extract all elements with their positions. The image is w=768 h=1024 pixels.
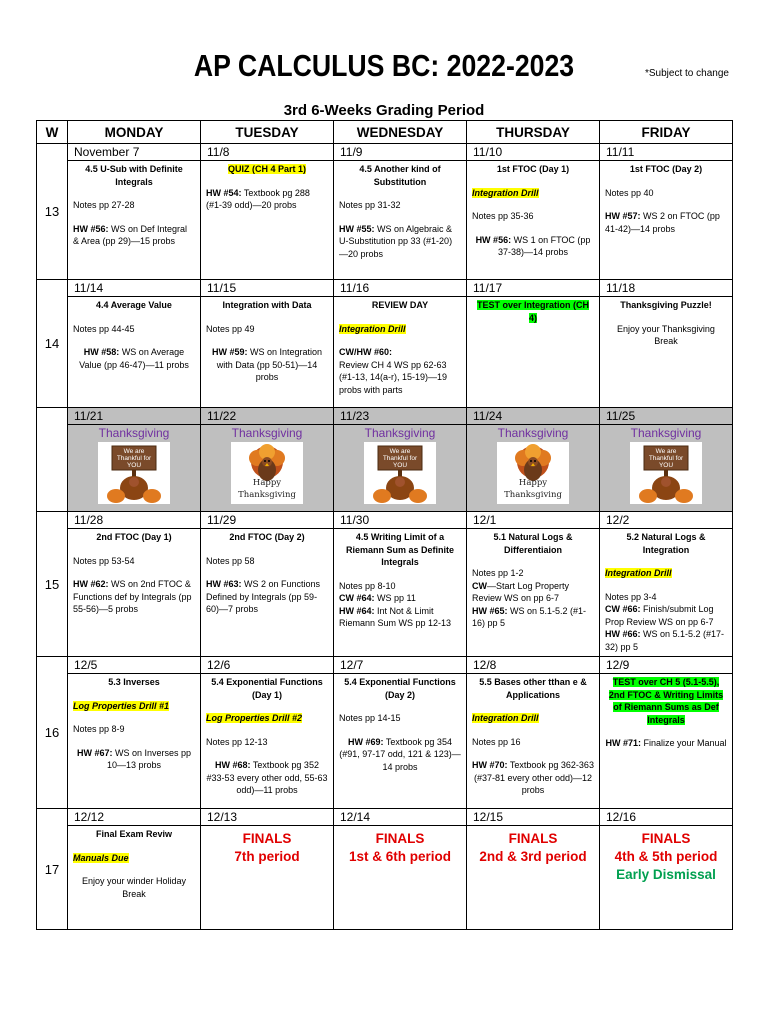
spacer bbox=[206, 335, 328, 346]
homework-label: HW #56: bbox=[73, 223, 109, 234]
spacer bbox=[605, 580, 727, 591]
day-content bbox=[467, 674, 599, 800]
spacer bbox=[472, 199, 594, 210]
col-header-wednesday: WEDNESDAY bbox=[334, 121, 467, 144]
homework-label: CW/HW #60: bbox=[339, 347, 393, 357]
day-cell bbox=[467, 512, 600, 657]
homework-label: HW #64: bbox=[339, 605, 375, 616]
spacer bbox=[339, 188, 461, 199]
day-content bbox=[467, 529, 599, 633]
day-date: 12/13 bbox=[201, 809, 333, 826]
homework-line bbox=[73, 747, 195, 772]
thanksgiving-turkey-image bbox=[231, 442, 303, 504]
drill-label: Integration Drill bbox=[339, 323, 406, 334]
finals-label: FINALS bbox=[375, 831, 425, 846]
lesson-title: 2nd FTOC (Day 1) bbox=[96, 532, 172, 542]
day-cell bbox=[201, 408, 334, 512]
classwork-line bbox=[605, 603, 727, 628]
week-number: 15 bbox=[37, 512, 68, 657]
day-content bbox=[600, 529, 732, 656]
lesson-title: Integration with Data bbox=[222, 300, 312, 310]
day-cell bbox=[334, 408, 467, 512]
homework-line bbox=[339, 605, 461, 630]
spacer bbox=[73, 312, 195, 323]
thanksgiving-sign-text: We are Thankful for YOU bbox=[382, 447, 418, 469]
day-date: 11/30 bbox=[334, 512, 466, 529]
lesson-title: 1st FTOC (Day 1) bbox=[496, 164, 570, 174]
homework-text: Finalize your Manual bbox=[640, 738, 727, 748]
homework-text: WS on Integration with Data (pp 50-51)—14 probs bbox=[216, 347, 323, 382]
homework-label: HW #68: bbox=[215, 760, 251, 770]
spacer bbox=[206, 567, 328, 578]
day-content bbox=[201, 161, 333, 215]
lesson-title: 5.1 Natural Logs & Differentiaion bbox=[493, 532, 573, 555]
spacer bbox=[206, 748, 328, 759]
day-content bbox=[334, 297, 466, 399]
spacer bbox=[605, 199, 727, 210]
notes-pages: Notes pp 31-32 bbox=[339, 200, 401, 210]
homework-text: WS 2 on FTOC (pp 41-42)—14 probs bbox=[605, 211, 720, 234]
homework-line bbox=[605, 737, 727, 750]
homework-line bbox=[339, 736, 461, 774]
day-cell bbox=[201, 280, 334, 408]
day-cell bbox=[467, 280, 600, 408]
homework-text: Textbook pg 354 (#91, 97-17 odd, 121 & 123)—14 probs bbox=[339, 736, 461, 772]
lesson-title: REVIEW DAY bbox=[371, 300, 429, 310]
early-dismissal: Early Dismissal bbox=[616, 867, 716, 882]
spacer bbox=[73, 841, 195, 852]
thanksgiving-turkey-image bbox=[98, 442, 170, 504]
day-content bbox=[68, 427, 200, 504]
day-cell bbox=[467, 144, 600, 280]
col-header-friday: FRIDAY bbox=[600, 121, 733, 144]
day-date: 11/15 bbox=[201, 280, 333, 297]
homework-text: Review CH 4 WS pp 62-63 (#1-13, 14(a-r), 15-19)—19 probs with parts bbox=[339, 359, 448, 395]
homework-text: WS on Inverses pp 10—13 probs bbox=[106, 747, 192, 770]
day-cell bbox=[68, 144, 201, 280]
homework-line bbox=[206, 346, 328, 384]
week-number: 17 bbox=[37, 809, 68, 930]
day-date: 11/23 bbox=[334, 408, 466, 425]
homework-line bbox=[206, 187, 328, 212]
finals-period: 2nd & 3rd period bbox=[479, 849, 587, 864]
test-line bbox=[472, 299, 594, 324]
homework-text: Textbook pg 352 #33-53 every other odd, 55-63 odd)—11 probs bbox=[206, 760, 328, 795]
day-cell bbox=[68, 512, 201, 657]
day-content bbox=[334, 826, 466, 869]
notes-pages: Notes pp 49 bbox=[206, 323, 255, 334]
day-date: 12/15 bbox=[467, 809, 599, 826]
classwork-text: WS pp 11 bbox=[374, 593, 416, 603]
finals-block bbox=[472, 830, 594, 866]
holiday-label: Thanksgiving bbox=[630, 426, 702, 440]
spacer bbox=[206, 176, 328, 187]
drill-label: Log Properties Drill #1 bbox=[73, 700, 170, 711]
spacer bbox=[472, 725, 594, 736]
homework-label: HW #58: bbox=[83, 347, 120, 357]
lesson-title: 4.4 Average Value bbox=[96, 300, 172, 310]
finals-period: 7th period bbox=[234, 849, 300, 864]
test-line bbox=[605, 676, 727, 726]
day-date: 11/22 bbox=[201, 408, 333, 425]
day-cell bbox=[600, 809, 733, 930]
drill-line bbox=[73, 852, 195, 865]
spacer bbox=[73, 212, 195, 223]
holiday-label: Thanksgiving bbox=[497, 426, 569, 440]
spacer bbox=[73, 864, 195, 875]
day-date: 12/9 bbox=[600, 657, 732, 674]
finals-block bbox=[206, 830, 328, 866]
day-content bbox=[201, 826, 333, 869]
day-content bbox=[467, 826, 599, 869]
homework-label: HW #69: bbox=[348, 736, 384, 747]
homework-text: WS 2 on Functions Defined by Integrals (pp 59-60)—7 probs bbox=[206, 579, 321, 614]
spacer bbox=[472, 748, 594, 759]
spacer bbox=[339, 569, 461, 580]
day-cell bbox=[201, 809, 334, 930]
spacer bbox=[73, 736, 195, 747]
day-cell bbox=[467, 809, 600, 930]
day-date: 12/12 bbox=[68, 809, 200, 826]
week-number: 13 bbox=[37, 144, 68, 280]
day-cell bbox=[201, 144, 334, 280]
day-date: 12/16 bbox=[600, 809, 732, 826]
homework-text: WS 1 on FTOC (pp 37-38)—14 probs bbox=[497, 234, 591, 257]
day-content bbox=[467, 427, 599, 504]
spacer bbox=[339, 701, 461, 712]
finals-block bbox=[339, 830, 461, 866]
homework-line bbox=[73, 346, 195, 371]
spacer bbox=[605, 176, 727, 187]
spacer bbox=[605, 312, 727, 323]
note-text: Enjoy your Thanksgiving Break bbox=[617, 323, 715, 346]
day-content bbox=[334, 427, 466, 504]
week-number: 14 bbox=[37, 280, 68, 408]
spacer bbox=[605, 726, 727, 737]
day-date: 12/8 bbox=[467, 657, 599, 674]
holiday-label: Thanksgiving bbox=[98, 426, 170, 440]
day-content bbox=[201, 674, 333, 800]
header-row bbox=[37, 121, 733, 144]
holiday-label: Thanksgiving bbox=[364, 426, 436, 440]
subject-note: *Subject to change bbox=[645, 68, 729, 79]
day-content bbox=[334, 529, 466, 633]
day-cell bbox=[600, 280, 733, 408]
classwork-line bbox=[339, 592, 461, 605]
week-row bbox=[37, 657, 733, 809]
finals-label: FINALS bbox=[508, 831, 558, 846]
notes-pages: Notes pp 12-13 bbox=[206, 736, 268, 747]
day-date: 11/28 bbox=[68, 512, 200, 529]
day-date: 11/25 bbox=[600, 408, 732, 425]
homework-text: WS on Average Value (pp 46-47)—11 probs bbox=[79, 347, 189, 370]
homework-line bbox=[472, 759, 594, 797]
spacer bbox=[472, 176, 594, 187]
col-header-thursday: THURSDAY bbox=[467, 121, 600, 144]
spacer bbox=[472, 223, 594, 234]
homework-label: HW #63: bbox=[206, 579, 242, 589]
homework-label: HW #71: bbox=[605, 738, 641, 748]
test-label: TEST over Integration (CH 4) bbox=[476, 300, 589, 323]
day-date: 12/2 bbox=[600, 512, 732, 529]
day-content bbox=[201, 427, 333, 504]
day-date: 12/14 bbox=[334, 809, 466, 826]
day-cell bbox=[201, 512, 334, 657]
week-number: 16 bbox=[37, 657, 68, 809]
homework-line bbox=[339, 223, 461, 261]
homework-label: HW #65: bbox=[472, 605, 508, 616]
spacer bbox=[73, 567, 195, 578]
homework-line bbox=[206, 759, 328, 797]
day-cell bbox=[68, 809, 201, 930]
homework-label: HW #57: bbox=[605, 211, 641, 221]
homework-line bbox=[605, 628, 727, 653]
test-label: TEST over CH 5 (5.1-5.5), 2nd FTOC & Writing Limits of Riemann Sums as Def Integrals bbox=[608, 677, 724, 725]
day-date: 11/11 bbox=[600, 144, 732, 161]
spacer bbox=[73, 689, 195, 700]
day-cell bbox=[467, 657, 600, 809]
spacer bbox=[73, 188, 195, 199]
drill-label: Integration Drill bbox=[472, 187, 539, 198]
drill-line bbox=[206, 712, 328, 725]
homework-line bbox=[73, 578, 195, 616]
day-date: 11/8 bbox=[201, 144, 333, 161]
spacer bbox=[206, 701, 328, 712]
drill-line bbox=[605, 567, 727, 580]
day-cell bbox=[68, 280, 201, 408]
lesson-title: 5.2 Natural Logs & Integration bbox=[626, 532, 706, 555]
spacer bbox=[472, 556, 594, 567]
notes-pages: Notes pp 8-10 bbox=[339, 580, 396, 591]
homework-text: Textbook pg 362-363 (#37-81 every other odd)—12 probs bbox=[473, 760, 594, 795]
page-title: AP CALCULUS BC: 2022-2023 bbox=[193, 48, 575, 83]
day-content bbox=[68, 297, 200, 374]
day-content bbox=[68, 161, 200, 251]
quiz-line bbox=[206, 163, 328, 176]
day-date: 11/29 bbox=[201, 512, 333, 529]
day-content bbox=[600, 674, 732, 753]
lesson-title: 4.5 Writing Limit of a Riemann Sum as Definite Integrals bbox=[345, 532, 455, 567]
week-row bbox=[37, 144, 733, 280]
lesson-title: 4.5 Another kind of Substitution bbox=[359, 164, 441, 187]
day-content bbox=[201, 529, 333, 619]
homework-line bbox=[472, 605, 594, 630]
spacer bbox=[73, 712, 195, 723]
thanksgiving-sign-text: Happy Thanksgiving bbox=[238, 477, 296, 500]
homework-text: WS on Def Integral & Area (pp 29)—15 probs bbox=[73, 223, 188, 246]
homework-text: WS on 5.1-5.2 (#17-32) pp 5 bbox=[605, 629, 725, 652]
finals-period: 4th & 5th period bbox=[614, 849, 718, 864]
grading-period-title: 3rd 6-Weeks Grading Period bbox=[283, 102, 485, 119]
homework-label: HW #55: bbox=[339, 223, 375, 234]
day-content bbox=[600, 297, 732, 351]
drill-label: Integration Drill bbox=[472, 713, 539, 723]
calendar-table bbox=[36, 120, 733, 930]
day-content bbox=[68, 529, 200, 619]
thanksgiving-sign-text: We are Thankful for YOU bbox=[116, 447, 152, 469]
week-row bbox=[37, 512, 733, 657]
spacer bbox=[206, 544, 328, 555]
day-cell bbox=[334, 144, 467, 280]
day-cell bbox=[467, 408, 600, 512]
homework-label: HW #62: bbox=[73, 579, 109, 589]
thanksgiving-turkey-image bbox=[630, 442, 702, 504]
homework-label: HW #59: bbox=[211, 347, 248, 357]
notes-pages: Notes pp 8-9 bbox=[73, 724, 125, 734]
quiz-label: QUIZ (CH 4 Part 1) bbox=[227, 164, 306, 174]
week-row bbox=[37, 280, 733, 408]
day-cell bbox=[334, 809, 467, 930]
drill-label: Log Properties Drill #2 bbox=[206, 713, 303, 723]
homework-text: Int Not & Limit Riemann Sum WS pp 12-13 bbox=[339, 605, 452, 628]
homework-text: WS on 2nd FTOC & Functions def by Integrals (pp 55-56)—5 probs bbox=[73, 579, 192, 614]
notes-pages: Notes pp 40 bbox=[605, 187, 654, 198]
day-content bbox=[334, 674, 466, 776]
day-date: 11/10 bbox=[467, 144, 599, 161]
homework-label: HW #56: bbox=[475, 234, 512, 245]
notes-pages: Notes pp 14-15 bbox=[339, 713, 401, 723]
day-date: 11/16 bbox=[334, 280, 466, 297]
day-content bbox=[334, 161, 466, 263]
col-header-tuesday: TUESDAY bbox=[201, 121, 334, 144]
day-content bbox=[600, 427, 732, 504]
day-cell bbox=[334, 280, 467, 408]
holiday-label: Thanksgiving bbox=[231, 426, 303, 440]
classwork-label: CW #66: bbox=[605, 604, 641, 614]
day-date: 11/24 bbox=[467, 408, 599, 425]
finals-period: 1st & 6th period bbox=[348, 849, 451, 864]
lesson-title: 5.3 Inverses bbox=[108, 677, 160, 687]
lesson-title: 5.4 Exponential Functions (Day 2) bbox=[344, 677, 456, 700]
homework-line bbox=[605, 210, 727, 235]
drill-label: Integration Drill bbox=[605, 568, 672, 578]
drill-label: Manuals Due bbox=[73, 852, 129, 863]
day-date: November 7 bbox=[68, 144, 200, 161]
notes-pages: Notes pp 16 bbox=[472, 736, 521, 747]
day-content bbox=[201, 297, 333, 387]
notes-pages: Notes pp 1-2 bbox=[472, 568, 524, 578]
day-cell bbox=[201, 657, 334, 809]
homework-label: HW #67: bbox=[76, 747, 113, 758]
lesson-title: 1st FTOC (Day 2) bbox=[629, 164, 703, 174]
classwork-text: —Start Log Property Review WS on pp 6-7 bbox=[472, 580, 570, 603]
homework-text: WS on 5.1-5.2 (#1-16) pp 5 bbox=[472, 605, 587, 628]
day-content bbox=[467, 297, 599, 327]
day-date: 11/18 bbox=[600, 280, 732, 297]
day-cell bbox=[334, 657, 467, 809]
week-row bbox=[37, 809, 733, 930]
day-content bbox=[467, 161, 599, 262]
day-date: 11/14 bbox=[68, 280, 200, 297]
day-date: 11/17 bbox=[467, 280, 599, 297]
spacer bbox=[206, 312, 328, 323]
day-date: 11/21 bbox=[68, 408, 200, 425]
homework-label: HW #54: bbox=[206, 187, 242, 198]
homework-label: HW #70: bbox=[472, 760, 508, 770]
finals-label: FINALS bbox=[641, 831, 691, 846]
lesson-title: 2nd FTOC (Day 2) bbox=[229, 532, 305, 542]
notes-pages: Notes pp 3-4 bbox=[605, 591, 657, 602]
day-cell bbox=[600, 657, 733, 809]
col-header-monday: MONDAY bbox=[68, 121, 201, 144]
spacer bbox=[73, 335, 195, 346]
note-text: Enjoy your winder Holiday Break bbox=[81, 876, 187, 899]
notes-pages: Notes pp 58 bbox=[206, 555, 255, 566]
thanksgiving-turkey-image bbox=[364, 442, 436, 504]
week-row bbox=[37, 408, 733, 512]
day-content bbox=[68, 674, 200, 775]
day-content bbox=[600, 161, 732, 238]
lesson-title: 4.5 U-Sub with Definite Integrals bbox=[85, 164, 183, 187]
classwork-label: CW #64: bbox=[339, 593, 375, 603]
thanksgiving-turkey-image bbox=[497, 442, 569, 504]
homework-line bbox=[472, 234, 594, 259]
classwork-line bbox=[472, 580, 594, 605]
day-cell bbox=[68, 657, 201, 809]
day-content bbox=[600, 826, 732, 887]
homework-text: WS on Algebraic & U-Substitution pp 33 (#1-20)—20 probs bbox=[339, 223, 453, 259]
homework-label: HW #66: bbox=[605, 629, 641, 639]
day-date: 12/6 bbox=[201, 657, 333, 674]
day-date: 12/1 bbox=[467, 512, 599, 529]
finals-label: FINALS bbox=[242, 831, 292, 846]
drill-line bbox=[73, 700, 195, 713]
spacer bbox=[472, 701, 594, 712]
classwork-text: Finish/submit Log Prop Review WS on pp 6-7 bbox=[605, 604, 714, 627]
spacer bbox=[339, 335, 461, 346]
week-number bbox=[37, 408, 68, 512]
day-date: 12/7 bbox=[334, 657, 466, 674]
day-cell bbox=[600, 144, 733, 280]
day-content bbox=[68, 826, 200, 903]
homework-text: Textbook pg 288 (#1-39 odd)—20 probs bbox=[206, 187, 310, 210]
classwork-label: CW bbox=[472, 580, 487, 591]
thanksgiving-sign-text: Happy Thanksgiving bbox=[504, 477, 562, 500]
spacer bbox=[339, 312, 461, 323]
lesson-title: 5.5 Bases other tthan e & Applications bbox=[479, 677, 587, 700]
drill-line bbox=[339, 323, 461, 336]
col-header-week: W bbox=[37, 121, 68, 144]
lesson-title: Final Exam Reviw bbox=[95, 829, 173, 839]
day-date: 12/5 bbox=[68, 657, 200, 674]
homework-line bbox=[206, 578, 328, 616]
spacer bbox=[339, 725, 461, 736]
spacer bbox=[206, 725, 328, 736]
day-cell bbox=[68, 408, 201, 512]
notes-pages: Notes pp 44-45 bbox=[73, 323, 135, 334]
drill-line bbox=[472, 187, 594, 200]
homework-line bbox=[73, 223, 195, 248]
homework-line bbox=[339, 346, 461, 396]
lesson-title: 5.4 Exponential Functions (Day 1) bbox=[211, 677, 323, 700]
lesson-title: Thanksgiving Puzzle! bbox=[620, 300, 712, 310]
day-cell bbox=[334, 512, 467, 657]
spacer bbox=[73, 544, 195, 555]
notes-pages: Notes pp 35-36 bbox=[472, 211, 534, 221]
notes-pages: Notes pp 53-54 bbox=[73, 555, 135, 566]
spacer bbox=[339, 212, 461, 223]
notes-pages: Notes pp 27-28 bbox=[73, 200, 135, 210]
day-cell bbox=[600, 512, 733, 657]
spacer bbox=[605, 556, 727, 567]
drill-line bbox=[472, 712, 594, 725]
finals-block bbox=[605, 830, 727, 884]
day-date: 11/9 bbox=[334, 144, 466, 161]
day-cell bbox=[600, 408, 733, 512]
thanksgiving-sign-text: We are Thankful for YOU bbox=[648, 447, 684, 469]
